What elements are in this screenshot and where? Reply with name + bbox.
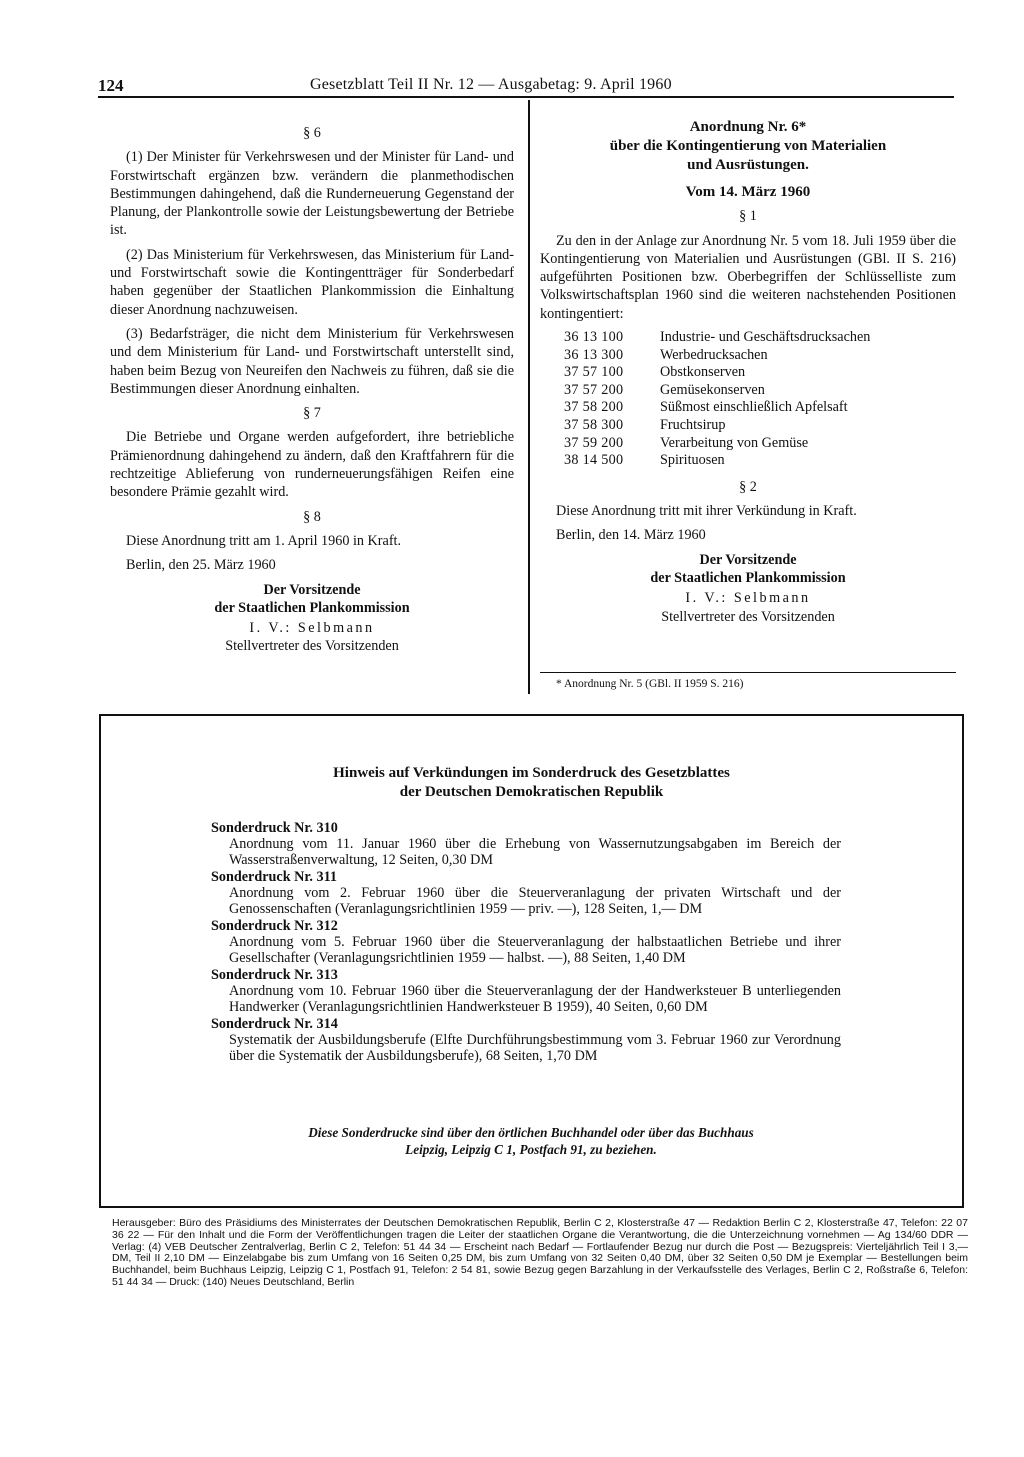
page-number: 124: [98, 76, 124, 95]
position-label: Fruchtsirup: [660, 417, 726, 434]
position-code: 37 57 100: [564, 364, 624, 381]
list-item: [211, 820, 841, 868]
notice-ordering-note: [211, 1124, 851, 1158]
right-signature-role: Stellvertreter des Vorsitzenden: [661, 608, 835, 625]
position-label: Industrie- und Geschäftsdrucksachen: [660, 329, 871, 346]
table-row: [542, 347, 870, 365]
section-7-paragraph: Die Betriebe und Organe werden aufgefordert, ihre betriebliche Prämienordnung dahingehend zu ändern, daß den Kraftfahrern für die rechtzeitige Ablieferung von runderneuerungsfähigen Reifen eine besondere Prämie gezahlt wird.: [110, 429, 514, 501]
position-label: Süßmost einschließlich Apfelsaft: [660, 399, 848, 416]
special-print-description: Anordnung vom 2. Februar 1960 über die Steuerveranlagung der privaten Wirtschaft und der Genossenschaften (Veranlagungsrichtlinien 1959 — priv. —), 128 Seiten, 1,— DM: [229, 885, 841, 917]
left-signature-line-2: der Staatlichen Plankommission: [214, 599, 410, 616]
table-row: [542, 382, 870, 400]
table-row: [542, 364, 870, 382]
special-print-description: Anordnung vom 5. Februar 1960 über die Steuerveranlagung der halbstaatlichen Betriebe und ihrer Gesellschafter (Veranlagungsrichtlinien 1959 — halbst. —), 88 Seiten, 1,40 DM: [229, 934, 841, 966]
special-print-number: Sonderdruck Nr. 314: [211, 1016, 338, 1032]
notice-title-line-1: Hinweis auf Verkündungen im Sonderdruck des Gesetzblattes: [333, 765, 730, 781]
position-label: Spirituosen: [660, 452, 725, 469]
position-code: 37 58 300: [564, 417, 624, 434]
right-place-date: Berlin, den 14. März 1960: [556, 527, 706, 544]
position-label: Werbedrucksachen: [660, 346, 768, 363]
table-row: [542, 417, 870, 435]
position-code: 37 59 200: [564, 434, 624, 451]
position-code: 36 13 100: [564, 329, 624, 346]
section-6-heading: § 6: [303, 125, 321, 141]
list-item: [211, 869, 841, 917]
section-8-paragraph: Diese Anordnung tritt am 1. April 1960 in Kraft.: [126, 532, 402, 549]
header-rule: [98, 96, 954, 98]
special-print-list: [211, 820, 841, 1065]
special-print-description: Anordnung vom 11. Januar 1960 über die Erhebung von Wassernutzungsabgaben im Bereich der Wasserstraßenverwaltung, 12 Seiten, 0,30 DM: [229, 836, 841, 868]
publisher-imprint: Herausgeber: Büro des Präsidiums des Ministerrates der Deutschen Demokratischen Republik, Berlin C 2, Klosterstraße 47 — Redaktion Berlin C 2, Klosterstraße 47, Telefon: 22 07 36 22 — Für den Inhalt und die Form der Veröffentlichungen tragen die Leiter der staatlichen Organe die Verantwortung, die die Unterzeichnung vornehmen — Ag 134/60 DDR — Verlag: (4) VEB Deutscher Zentralverlag, Berlin C 2, Telefon: 51 44 34 — Erscheint nach Bedarf — Fortlaufender Bezug nur durch die Post — Bezugspreis: Vierteljährlich Teil I 3,— DM, Teil II 2,10 DM — Einzelabgabe bis zum Umfang von 16 Seiten 0,25 DM, bis zum Umfang von 32 Seiten 0,40 DM, über 32 Seiten 0,50 DM je Exemplar — Bestellungen beim Buchhandel, beim Buchhaus Leipzig, Leipzig C 1, Postfach 91, Telefon: 2 54 81, sowie Bezug gegen Barzahlung in der Verkaufsstelle des Verlages, Berlin C 2, Roßstraße 6, Telefon: 51 44 34 — Druck: (140) Neues Deutschland, Berlin: [112, 1217, 968, 1288]
section-2-paragraph: Diese Anordnung tritt mit ihrer Verkündung in Kraft.: [556, 503, 857, 520]
section-6-paragraph-1: (1) Der Minister für Verkehrswesen und der Minister für Land- und Forstwirtschaft ergänzen bzw. verändern die planmethodischen Bestimmungen dahingehend, daß die Runderneuerung Gegenstand der Planung, der Plankontrolle sowie der Leistungsbewertung der Betriebe ist.: [110, 149, 514, 239]
section-2-heading: § 2: [739, 478, 757, 495]
left-signature-name: I. V.: Selbmann: [249, 620, 375, 637]
list-item: [211, 1016, 841, 1064]
position-code: 37 58 200: [564, 399, 624, 416]
list-item: [211, 967, 841, 1015]
right-signature-line-2: der Staatlichen Plankommission: [650, 570, 846, 587]
left-column: [110, 118, 514, 656]
special-print-description: Anordnung vom 10. Februar 1960 über die Steuerveranlagung der der Handwerksteuer B unterliegenden Handwerker (Veranlagungsrichtlinien Handwerksteuer B 1959), 40 Seiten, 0,60 DM: [229, 983, 841, 1015]
section-8-heading: § 8: [303, 508, 321, 525]
table-row: [542, 399, 870, 417]
position-label: Verarbeitung von Gemüse: [660, 434, 809, 451]
footnote: * Anordnung Nr. 5 (GBl. II 1959 S. 216): [556, 678, 744, 690]
table-row: [542, 452, 870, 470]
quota-positions-table: [542, 329, 870, 470]
column-divider: [528, 100, 530, 694]
section-6-paragraph-3: (3) Bedarfsträger, die nicht dem Ministerium für Verkehrswesen und dem Ministerium für Land- und Forstwirtschaft unterstellt sind, haben beim Bezug von Neureifen den Nachweis zu führen, daß sie die Bestimmungen dieser Anordnung einhalten.: [110, 325, 514, 397]
footnote-rule: [540, 672, 956, 673]
position-code: 38 14 500: [564, 452, 624, 469]
right-signature-line-1: Der Vorsitzende: [699, 551, 797, 568]
ordinance-date: Vom 14. März 1960: [685, 184, 811, 200]
special-print-description: Systematik der Ausbildungsberufe (Elfte Durchführungsbestimmung vom 3. Februar 1960 zur Verordnung über die Systematik der Ausbildungsberufe), 68 Seiten, 1,70 DM: [229, 1032, 841, 1064]
special-print-number: Sonderdruck Nr. 310: [211, 820, 338, 836]
special-print-notice-box: [99, 714, 964, 1208]
notice-note-line-1: Diese Sonderdrucke sind über den örtlichen Buchhandel oder über das Buchhaus: [308, 1125, 754, 1140]
section-1-paragraph: Zu den in der Anlage zur Anordnung Nr. 5 vom 18. Juli 1959 über die Kontingentierung von Materialien und Ausrüstungen (GBl. II S. 216) aufgeführten Positionen bzw. Oberbegriffen der Schlüsselliste zum Volkswirtschaftsplan 1960 sind die weiteren nachstehenden Positionen kontingentiert:: [540, 232, 956, 322]
right-signature-name: I. V.: Selbmann: [685, 590, 811, 607]
position-code: 37 57 200: [564, 381, 624, 398]
left-signature-line-1: Der Vorsitzende: [263, 581, 361, 598]
right-column: [540, 118, 956, 626]
section-6-paragraph-2: (2) Das Ministerium für Verkehrswesen, das Ministerium für Land- und Forstwirtschaft sowie die Kontingentträger für Sonderbedarf haben gegenüber der Staatlichen Plankommission die Einhaltung dieser Anordnung nachzuweisen.: [110, 246, 514, 318]
notice-note-line-2: Leipzig, Leipzig C 1, Postfach 91, zu beziehen.: [405, 1142, 657, 1157]
position-code: 36 13 300: [564, 346, 624, 363]
special-print-number: Sonderdruck Nr. 311: [211, 869, 338, 885]
left-signature-role: Stellvertreter des Vorsitzenden: [225, 638, 399, 655]
ordinance-title-line-1: Anordnung Nr. 6*: [689, 119, 807, 135]
ordinance-title-line-2: über die Kontingentierung von Materialien: [609, 138, 887, 154]
page-header: [98, 76, 954, 98]
special-print-number: Sonderdruck Nr. 312: [211, 918, 338, 934]
left-place-date: Berlin, den 25. März 1960: [126, 557, 276, 574]
list-item: [211, 918, 841, 966]
ordinance-title-line-3: und Ausrüstungen.: [687, 157, 809, 173]
notice-title-line-2: der Deutschen Demokratischen Republik: [399, 784, 664, 800]
notice-title: [101, 764, 962, 802]
position-label: Gemüsekonserven: [660, 381, 765, 398]
special-print-number: Sonderdruck Nr. 313: [211, 967, 338, 983]
section-7-heading: § 7: [303, 405, 321, 422]
position-label: Obstkonserven: [660, 364, 746, 381]
section-1-heading: § 1: [739, 208, 757, 225]
table-row: [542, 435, 870, 453]
table-row: [542, 329, 870, 347]
running-title: Gesetzblatt Teil II Nr. 12 — Ausgabetag: 9. April 1960: [310, 76, 672, 93]
